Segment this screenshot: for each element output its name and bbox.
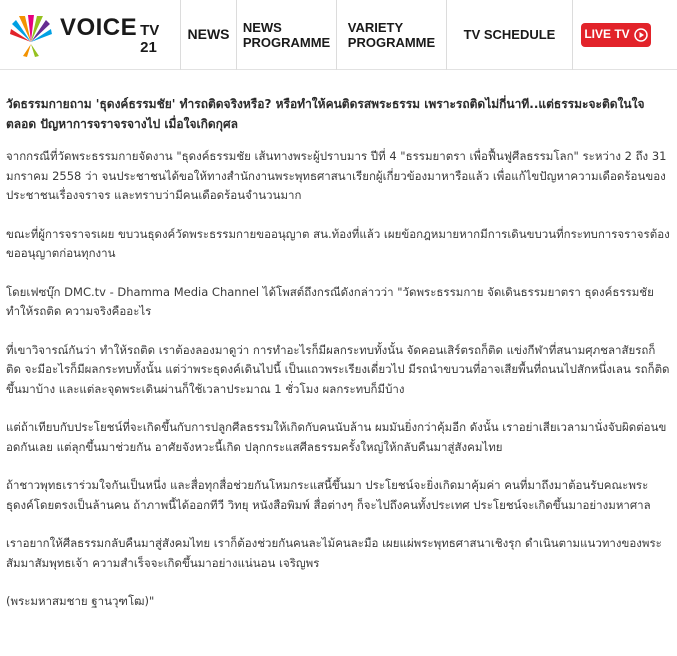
- live-tv-button[interactable]: [581, 23, 651, 47]
- nav-variety-programme-label: VARIETY PROGRAMME: [347, 19, 436, 50]
- nav-variety-programme[interactable]: [336, 0, 446, 70]
- article-paragraph: โดยเฟซบุ๊ก DMC.tv - Dhamma Media Channel ได้โพสต์ถึงกรณีดังกล่าวว่า "วัดพระธรรมกาย จัดเดินธรรมยาตรา ธุดงค์ธรรมชัย ทำให้รถติด ความจริงคืออะไร: [6, 284, 654, 318]
- article-paragraph: จากกรณีที่วัดพระธรรมกายจัดงาน "ธุดงค์ธรรมชัย เส้นทางพระผู้ปราบมาร ปีที่ 4 "ธรรมยาตรา เพื่อฟื้นฟูศีลธรรมโลก" ระหว่าง 2 ถึง 31 มกราคม 2558 ว่า จนประชาชนได้ขอให้ทางสำนักงานพระพุทธศาสนาเรียกผู้เกี่ยวข้องมาหารือแล้ว เพื่อแก้ไขปัญหาความเดือดร้อนของประชาชนเรื่องจราจร และทราบว่ามีคนเดือดร้อนจำนวนมาก: [6, 149, 667, 202]
- nav-tv-schedule-label: TV SCHEDULE: [463, 27, 556, 42]
- article-paragraph: เราอยากให้ศีลธรรมกลับคืนมาสู่สังคมไทย เราก็ต้องช่วยกันคนละไม้คนละมือ เผยแผ่พระพุทธศาสนาเชิงรุก ดำเนินตามแนวทางของพระสัมมาสัมพุทธเจ้า ความสำเร็จจะเกิดขึ้นมาอย่างแน่นอน เจริญพร: [6, 536, 662, 570]
- brand-name: VOICE: [59, 13, 138, 41]
- voicetv-logo[interactable]: [0, 0, 180, 70]
- play-circle-icon: [634, 28, 648, 42]
- article-title: วัดธรรมกายถาม 'ธุดงค์ธรรมชัย' ทำรถติดจริงหรือ? หรือทำให้คนติดรสพระธรรม เพราะรถติดไม่กี่นาที..แต่ธรรมะจะติดในใจตลอด ปัญหาการจราจรจางไป เมื่อใจเกิดกุศล: [6, 97, 645, 131]
- nav-tv-schedule[interactable]: [446, 0, 572, 70]
- main-nav: [180, 0, 659, 70]
- article-paragraph: ที่เขาวิจารณ์กันว่า ทำให้รถติด เราต้องลองมาดูว่า การทำอะไรก็มีผลกระทบทั้งนั้น จัดคอนเสิร์ตรถก็ติด แข่งกีฬาที่สนามศุภชลาสัยรถก็ติด จะมีอะไรก็มีผลกระทบทั้งนั้น แต่ว่าพระธุดงค์เดินไปนี้ เป็นแถวพระเรียงเดี่ยวไป มีรถนำขบวนที่อาจเสียพื้นที่ถนนไปสักหนึ่งเลน รถก็ติดขึ้นมาบ้าง และแต่ละจุดพระเดินผ่านก็ใช้เวลาประมาณ 1 ชั่วโมง ผลกระทบก็มีบ้าง: [6, 342, 670, 396]
- nav-news[interactable]: [180, 0, 236, 70]
- article-paragraph: ขณะที่ผู้การจราจรเผย ขบวนธุดงค์วัดพระธรรมกายขออนุญาต สน.ท้องที่แล้ว เผยข้อกฎหมายหากมีการเดินขบวนที่กระทบการจราจรต้องขออนุญาตก่อนทุกงาน: [6, 226, 670, 260]
- voicetv-logo-icon: [8, 12, 54, 58]
- article-body: [6, 94, 670, 612]
- nav-news-programme-label: NEWS PROGRAMME: [242, 19, 331, 50]
- article-paragraph: แต่ถ้าเทียบกับประโยชน์ที่จะเกิดขึ้นกับการปลูกศีลธรรมให้เกิดกับคนนับล้าน ผมมันยิ่งกว่าคุ้มอีก ดังนั้น เราอย่าเสียเวลามานั่งจับผิดต่อนขอดกันเลย แต่ลุกขึ้นมาช่วยกัน อาศัยจังหวะนี้เกิด ปลุกกระแสศีลธรรมครั้งใหญ่ให้กลับคืนมาสู่สังคมไทย: [6, 420, 667, 454]
- article-signature: (พระมหาสมชาย ฐานวุฑโฒ)": [6, 594, 155, 608]
- nav-live-tv[interactable]: [572, 0, 659, 70]
- brand-wordmark: [60, 14, 180, 56]
- nav-news-label: NEWS: [187, 26, 230, 42]
- article-paragraph: ถ้าชาวพุทธเราร่วมใจกันเป็นหนึ่ง และสื่อทุกสื่อช่วยกันโหมกระแสนี้ขึ้นมา ประโยชน์จะยิ่งเกิดมาคุ้มค่า คนที่มาถึงมาต้อนรับคณะพระธุดงค์โดยตรงเป็นล้านคน ถ้าภาพนี้ได้ออกทีวี วิทยุ หนังสือพิมพ์ สื่อต่างๆ ก็จะไปถึงคนทั้งประเทศ ประโยชน์จะเกิดขึ้นมาอย่างมหาศาล: [6, 478, 651, 512]
- nav-news-programme[interactable]: [236, 0, 336, 70]
- brand-suffix: TV 21: [140, 21, 160, 56]
- site-header: [0, 0, 677, 70]
- live-tv-label: LIVE TV: [584, 27, 630, 41]
